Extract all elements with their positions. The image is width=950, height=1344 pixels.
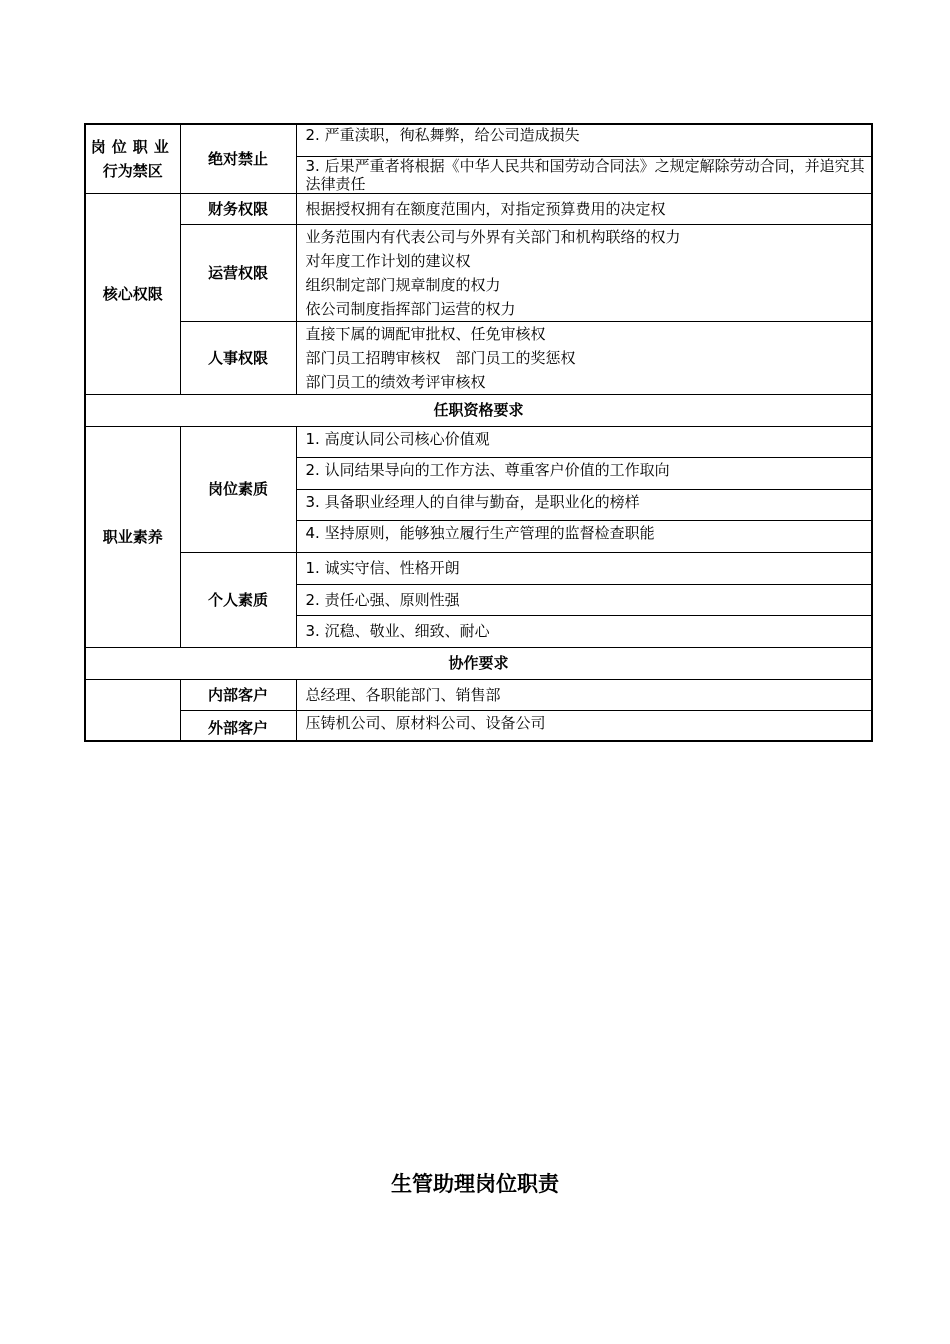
forbidden-item: 2. 严重渎职，徇私舞弊，给公司造成损失 [296, 124, 872, 156]
forbidden-item: 3. 后果严重者将根据《中华人民共和国劳动合同法》之规定解除劳动合同，并追究其法律责任 [296, 156, 872, 193]
forbidden-sub-label: 绝对禁止 [180, 124, 296, 193]
personal-quality-item: 2. 责任心强、原则性强 [296, 584, 872, 615]
operation-authority-line: 依公司制度指挥部门运营的权力 [305, 299, 516, 318]
authority-group-label: 核心权限 [85, 193, 180, 394]
document-title: 生管助理岗位职责 [391, 1172, 559, 1196]
finance-authority-content [296, 193, 872, 224]
cooperation-group-cell [85, 679, 180, 741]
personal-quality-item: 3. 沉稳、敬业、细致、耐心 [296, 615, 872, 647]
personnel-authority-label: 人事权限 [180, 321, 296, 394]
finance-authority-label: 财务权限 [180, 193, 296, 224]
personal-quality-label: 个人素质 [180, 552, 296, 647]
internal-customer-value: 总经理、各职能部门、销售部 [296, 679, 872, 710]
responsibility-table [84, 123, 873, 742]
operation-authority-line: 业务范围内有代表公司与外界有关部门和机构联络的权力 [305, 227, 681, 246]
forbidden-group-label [85, 124, 180, 193]
internal-customer-label: 内部客户 [180, 679, 296, 710]
post-quality-item: 1. 高度认同公司核心价值观 [296, 426, 872, 457]
operation-authority-content [296, 224, 872, 321]
post-quality-item: 2. 认同结果导向的工作方法、尊重客户价值的工作取向 [296, 457, 872, 489]
personnel-authority-content [296, 321, 872, 394]
literacy-group-label: 职业素养 [85, 426, 180, 647]
post-quality-item: 3. 具备职业经理人的自律与勤奋，是职业化的榜样 [296, 489, 872, 520]
cooperation-section-header: 协作要求 [85, 647, 872, 679]
qualification-section-header: 任职资格要求 [85, 394, 872, 426]
operation-authority-label: 运营权限 [180, 224, 296, 321]
personnel-authority-line: 直接下属的调配审批权、任免审核权 [305, 324, 546, 343]
personal-quality-item: 1. 诚实守信、性格开朗 [296, 552, 872, 584]
finance-authority-line: 根据授权拥有在额度范围内，对指定预算费用的决定权 [305, 199, 666, 218]
personnel-authority-line: 部门员工的绩效考评审核权 [305, 372, 486, 391]
post-quality-label: 岗位素质 [180, 426, 296, 552]
forbidden-group-label-line1: 岗位职业 [90, 137, 175, 156]
forbidden-group-label-line2: 行为禁区 [102, 161, 163, 180]
operation-authority-line: 组织制定部门规章制度的权力 [305, 275, 501, 294]
operation-authority-line: 对年度工作计划的建议权 [305, 251, 471, 270]
external-customer-label: 外部客户 [180, 710, 296, 741]
external-customer-value: 压铸机公司、原材料公司、设备公司 [296, 710, 872, 741]
personnel-authority-line: 部门员工招聘审核权 部门员工的奖惩权 [305, 348, 576, 367]
post-quality-item: 4. 坚持原则，能够独立履行生产管理的监督检查职能 [296, 520, 872, 552]
